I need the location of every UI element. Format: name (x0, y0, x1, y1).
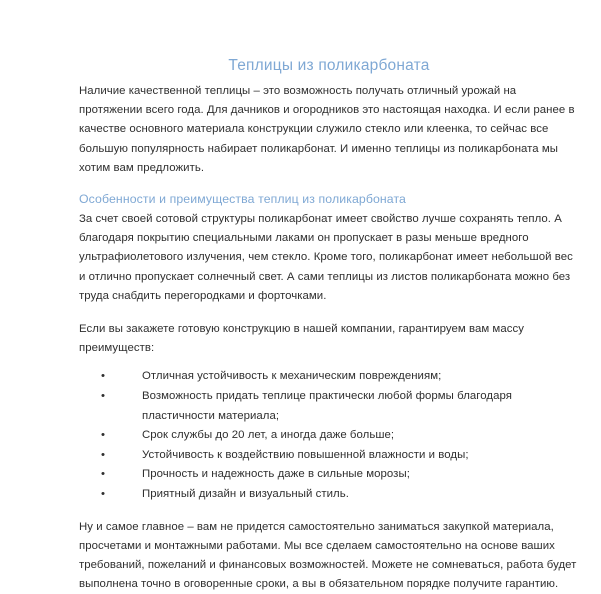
bullet-icon: • (101, 468, 106, 481)
advantages-intro-paragraph: Если вы закажете готовую конструкцию в нашей компании, гарантируем вам массу преимуществ: (79, 323, 524, 355)
list-item-label: Возможность придать теплице практически любой формы благодаря пластичности материала; (142, 390, 512, 422)
list-item (79, 367, 579, 387)
page-title: Теплицы из поликарбоната (228, 57, 430, 74)
document-content (79, 56, 579, 594)
list-item (79, 387, 579, 426)
list-item-label: Срок службы до 20 лет, а иногда даже больше; (142, 429, 395, 442)
bullet-icon: • (101, 488, 106, 500)
features-paragraph: За счет своей сотовой структуры поликарбонат имеет свойство лучше сохранять тепло. А благодаря покрытию специальными лаками он пропускает в разы меньше вредного ультрафиолетового излучения, чем стекло. Кроме того, поликарбонат имеет небольшой вес и отлично пропускает солнечный свет. А сами теплицы из листов поликарбоната можно без труда снабдить перегородками и форточками. (79, 213, 573, 302)
list-item-label: Приятный дизайн и визуальный стиль. (142, 488, 349, 500)
list-item-label: Устойчивость к воздействию повышенной влажности и воды; (142, 448, 469, 461)
list-item (79, 465, 579, 485)
intro-paragraph: Наличие качественной теплицы – это возможность получать отличный урожай на протяжении всего года. Для дачников и огородников это настоящая находка. И если ранее в качестве основного материала конструкции служило стекло или клеенка, то сейчас все большую популярность набирает поликарбонат. И именно теплицы из поликарбоната мы хотим вам предложить. (79, 85, 575, 174)
list-item-label: Отличная устойчивость к механическим повреждениям; (142, 370, 442, 383)
bullet-icon: • (101, 390, 106, 403)
bullet-icon: • (101, 448, 106, 461)
list-item (79, 426, 579, 446)
list-item (79, 485, 579, 505)
section-heading-features: Особенности и преимущества теплиц из поликарбоната (79, 192, 406, 207)
closing-paragraph: Ну и самое главное – вам не придется самостоятельно заниматься закупкой материала, просчетами и монтажными работами. Мы все сделаем самостоятельно на основе ваших требований, пожеланий и финансовых возможностей. Можете не сомневаться, работа будет выполнена точно в оговоренные сроки, а вы в обязательном порядке получите гарантию. (79, 520, 577, 591)
bullet-icon: • (101, 370, 106, 383)
list-item (79, 446, 579, 466)
bullet-icon: • (101, 429, 106, 442)
list-item-label: Прочность и надежность даже в сильные морозы; (142, 468, 410, 481)
advantages-list (79, 367, 579, 504)
